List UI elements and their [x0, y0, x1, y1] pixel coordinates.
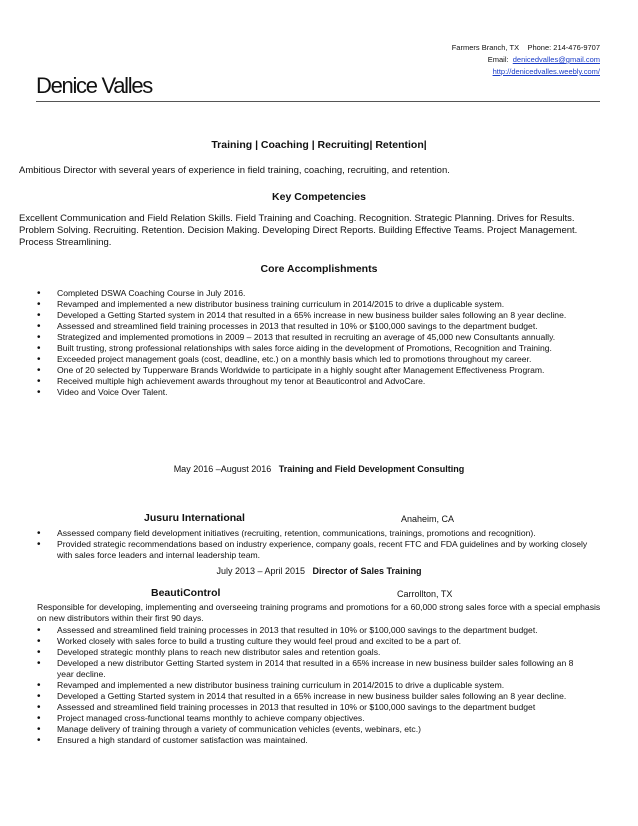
- candidate-name: Denice Valles: [36, 73, 152, 98]
- job2-location: Carrollton, TX: [397, 589, 453, 599]
- headline: Training | Coaching | Recruiting| Retention|: [211, 139, 427, 151]
- contact-phone: Phone: 214-476-9707: [527, 43, 600, 52]
- list-item: • Revamped and implemented a new distributor business training curriculum in 2014/2015 to drive a duplicable system.: [37, 680, 590, 691]
- list-item: • Completed DSWA Coaching Course in July 2016.: [37, 288, 590, 299]
- job2-title-line: [0, 566, 638, 576]
- job2-description: Responsible for developing, implementing and overseeing training programs and promotions for a 60,000 strong sales force with a special emphasis on new distributors within their first 90 days.: [37, 602, 601, 623]
- list-item: • Project managed cross-functional teams monthly to achieve company objectives.: [37, 713, 590, 724]
- job1-list: [37, 528, 590, 561]
- list-item: • Developed a new distributor Getting Started system in 2014 that resulted in a 65% increase in new business builder sales following an 8 year decline.: [37, 658, 590, 680]
- list-item: • Assessed and streamlined field training processes in 2013 that resulted in 10% or $100,000 savings to the department budget: [37, 702, 590, 713]
- job1-dates: May 2016 –August 2016: [173, 464, 272, 474]
- accomplishments-title: Core Accomplishments: [260, 263, 378, 275]
- email-link[interactable]: denicedvalles@gmail.com: [512, 55, 600, 64]
- website-link[interactable]: http://denicedvalles.weebly.com/: [492, 67, 600, 76]
- list-item: • Strategized and implemented promotions in 2009 – 2013 that resulted in recruiting an average of 45,000 new Consultants annually.: [37, 332, 590, 343]
- list-item: • Manage delivery of training through a variety of communication vehicles (events, webinars, etc.): [37, 724, 590, 735]
- contact-location: Farmers Branch, TX: [451, 43, 520, 52]
- list-item: • Ensured a high standard of customer satisfaction was maintained.: [37, 735, 590, 746]
- list-item: • Assessed and streamlined field training processes in 2013 that resulted in 10% or $100,000 savings to the department budget.: [37, 625, 590, 636]
- list-item: • One of 20 selected by Tupperware Brands Worldwide to participate in a highly sought after Management Effectiveness Program.: [37, 365, 590, 376]
- email-label: Email:: [487, 55, 509, 64]
- competencies-text: Excellent Communication and Field Relation Skills. Field Training and Coaching. Recognition. Strategic Planning. Drives for Results. Problem Solving. Recruiting. Retention. Decision Making. Developing Direct Reports. Building Effective Teams. Project Management. Process Streamlining.: [19, 213, 578, 248]
- list-item: • Video and Voice Over Talent.: [37, 387, 590, 398]
- job2-dates: July 2013 – April 2015: [216, 566, 306, 576]
- accomplishments-list: [37, 288, 590, 398]
- list-item: • Revamped and implemented a new distributor business training curriculum in 2014/2015 to drive a duplicable system.: [37, 299, 590, 310]
- list-item: • Assessed and streamlined field training processes in 2013 that resulted in 10% or $100,000 savings to the department budget.: [37, 321, 590, 332]
- job2-company: BeautiControl: [151, 587, 221, 599]
- list-item: • Worked closely with sales force to build a trusting culture they would feel proud and excited to be a part of.: [37, 636, 590, 647]
- contact-block: [452, 42, 600, 78]
- list-item: • Developed a Getting Started system in 2014 that resulted in a 65% increase in new business builder sales following an 8 year decline.: [37, 310, 590, 321]
- list-item: • Built trusting, strong professional relationships with sales force aiding in the development of Promotions, Recognition and Training.: [37, 343, 590, 354]
- contact-line-3: [452, 66, 600, 78]
- list-item: • Developed a Getting Started system in 2014 that resulted in a 65% increase in new business builder sales following an 8 year decline.: [37, 691, 590, 702]
- job2-role: Director of Sales Training: [312, 566, 422, 576]
- list-item: • Exceeded project management goals (cost, deadline, etc.) on a monthly basis which led to promotions throughout my career.: [37, 354, 590, 365]
- competencies-title: Key Competencies: [272, 191, 366, 203]
- header-divider: [36, 101, 600, 102]
- job1-title-line: [0, 464, 638, 474]
- list-item: • Provided strategic recommendations based on industry experience, company goals, recent FTC and FDA guidelines and by working closely with sales force leaders and internal leadership team.: [37, 539, 590, 561]
- job1-role: Training and Field Development Consulting: [278, 464, 465, 474]
- job2-list: [37, 625, 590, 746]
- list-item: • Developed strategic monthly plans to reach new distributor sales and retention goals.: [37, 647, 590, 658]
- contact-line-2: [452, 54, 600, 66]
- contact-line-1: [452, 42, 600, 54]
- summary-text: Ambitious Director with several years of experience in field training, coaching, recruiting, and retention.: [19, 165, 450, 176]
- job1-location: Anaheim, CA: [401, 514, 455, 524]
- list-item: • Assessed company field development initiatives (recruiting, retention, communications, trainings, promotions and recognition).: [37, 528, 590, 539]
- list-item: • Received multiple high achievement awards throughout my tenor at Beauticontrol and AdvoCare.: [37, 376, 590, 387]
- job1-company: Jusuru International: [144, 512, 245, 524]
